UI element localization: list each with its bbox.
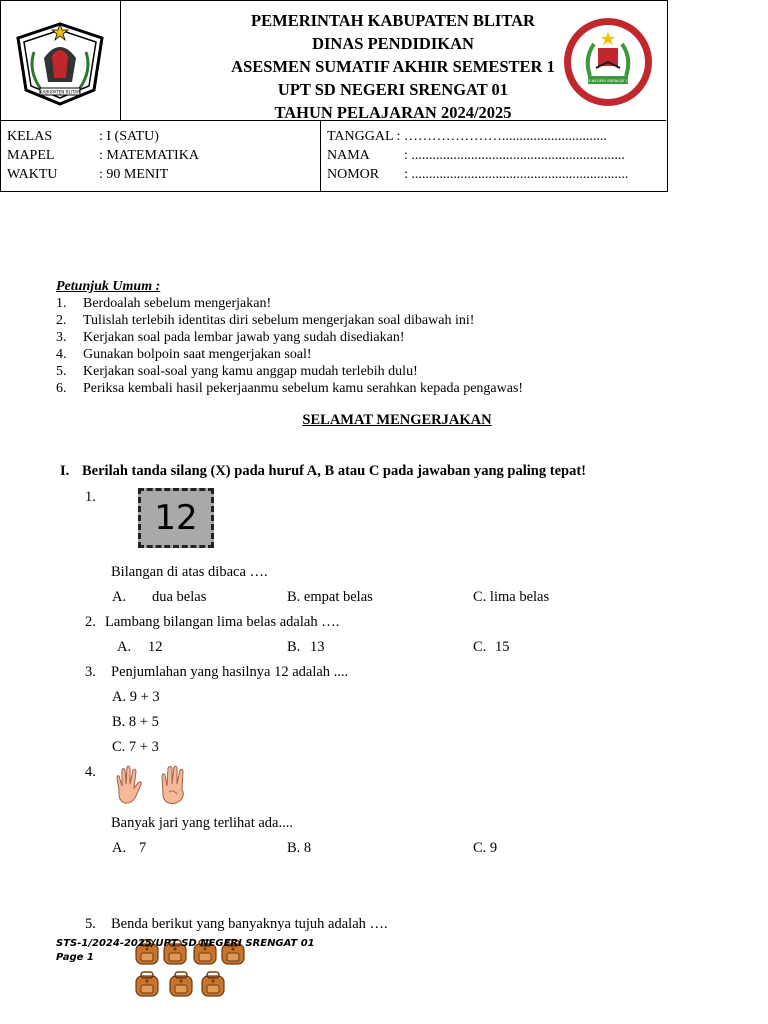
q3-option-c[interactable]: C. 7 + 3 — [112, 739, 159, 755]
tanggal-value: : ………………….............................. — [396, 129, 607, 144]
q3-option-a[interactable]: A. 9 + 3 — [112, 689, 160, 705]
q2-option-b[interactable]: 13 — [310, 639, 325, 655]
waktu-value: : 90 MENIT — [99, 167, 169, 182]
header-table — [0, 0, 668, 192]
page-footer — [56, 937, 315, 965]
identity-row — [0, 120, 666, 191]
q1-text: Bilangan di atas dibaca …. — [111, 564, 268, 580]
greeting: SELAMAT MENGERJAKAN — [302, 412, 492, 428]
instruction-item: 3. Kerjakan soal pada lembar jawab yang sudah disediakan! — [56, 330, 405, 345]
kelas-label: KELAS — [7, 129, 53, 144]
q2-option-a-letter: A. — [117, 639, 132, 655]
header-titles — [120, 0, 666, 120]
four-finger-hand-icon — [162, 766, 183, 803]
instruction-item: 6. Periksa kembali hasil pekerjaanmu sebelum kamu serahkan kepada pengawas! — [56, 381, 524, 396]
section-title: Berilah tanda silang (X) pada huruf A, B atau C pada jawaban yang paling tepat! — [82, 463, 586, 479]
q2-option-a[interactable]: 12 — [148, 639, 163, 655]
header-title-2: DINAS PENDIDIKAN — [312, 34, 474, 53]
logo-left-cell — [0, 0, 121, 120]
backpack-icon — [202, 972, 224, 996]
q1-number: 1. — [85, 489, 96, 505]
q1-option-a[interactable]: dua belas — [152, 589, 207, 605]
mapel-value: : MATEMATIKA — [99, 148, 199, 163]
q1-number-image — [138, 488, 214, 548]
q2-text: Lambang bilangan lima belas adalah …. — [105, 614, 340, 630]
q2-number: 2. — [85, 614, 96, 630]
q5-number: 5. — [85, 916, 96, 932]
q3-number: 3. — [85, 664, 96, 680]
q4-text: Banyak jari yang terlihat ada.... — [111, 815, 293, 831]
header-title-1: PEMERINTAH KABUPATEN BLITAR — [251, 11, 535, 30]
instruction-item: 5. Kerjakan soal-soal yang kamu anggap mudah terlebih dulu! — [56, 364, 418, 379]
school-seal-logo — [560, 14, 656, 110]
instruction-item: 4. Gunakan bolpoin saat mengerjakan soal! — [56, 347, 312, 362]
q1-image-number: 12 — [154, 498, 198, 538]
nama-label: NAMA — [327, 148, 370, 163]
q2-option-c-letter: C. — [473, 639, 487, 655]
nama-value: : ............................................................. — [404, 148, 625, 163]
q3-text: Penjumlahan yang hasilnya 12 adalah .... — [111, 664, 349, 680]
nomor-label: NOMOR — [327, 167, 380, 182]
footer-page-number: Page 1 — [56, 952, 94, 963]
q4-number: 4. — [85, 764, 96, 780]
q2-option-b-letter: B. — [287, 639, 301, 655]
q5-text: Benda berikut yang banyaknya tujuh adalah …. — [111, 916, 388, 932]
header-title-4: UPT SD NEGERI SRENGAT 01 — [277, 80, 509, 99]
backpack-icon — [136, 972, 158, 996]
q2-option-c[interactable]: 15 — [495, 639, 510, 655]
q1-option-c[interactable]: C. lima belas — [473, 589, 550, 605]
open-hand-icon — [117, 766, 141, 803]
instruction-item: 2. Tulislah terlebih identitas diri sebelum mengerjakan soal dibawah ini! — [56, 313, 475, 328]
q1-option-b[interactable]: B. empat belas — [287, 589, 373, 605]
q3-option-b[interactable]: B. 8 + 5 — [112, 714, 159, 730]
q4-option-a-letter: A. — [112, 840, 127, 856]
logo-right-caption: SD NEGERI SRENGAT 01 — [585, 78, 631, 83]
q1-option-a-letter: A. — [112, 589, 127, 605]
tanggal-label: TANGGAL — [327, 129, 394, 144]
header-title-5: TAHUN PELAJARAN 2024/2025 — [274, 103, 512, 122]
kabupaten-blitar-logo — [0, 0, 120, 120]
backpack-icon — [170, 972, 192, 996]
q4-option-b[interactable]: B. 8 — [287, 840, 312, 856]
kelas-value: : I (SATU) — [99, 129, 159, 144]
header-title-3: ASESMEN SUMATIF AKHIR SEMESTER 1 — [231, 57, 555, 76]
hands-image — [113, 764, 191, 806]
logo-left-caption: KABUPATEN BLITAR — [39, 89, 81, 95]
nomor-value: : .............................................................. — [404, 167, 629, 182]
q4-option-a[interactable]: 7 — [139, 840, 147, 856]
footer-code: STS-1/2024-2025/UPT SD NEGERI SRENGAT 01 — [56, 938, 315, 949]
instructions-heading: Petunjuk Umum : — [56, 279, 161, 294]
q4-option-c[interactable]: C. 9 — [473, 840, 498, 856]
identity-left-cell — [0, 121, 321, 191]
instruction-item: 1. Berdoalah sebelum mengerjakan! — [56, 296, 272, 311]
section-number: I. — [60, 463, 70, 479]
waktu-label: WAKTU — [7, 167, 58, 182]
mapel-label: MAPEL — [7, 148, 55, 163]
